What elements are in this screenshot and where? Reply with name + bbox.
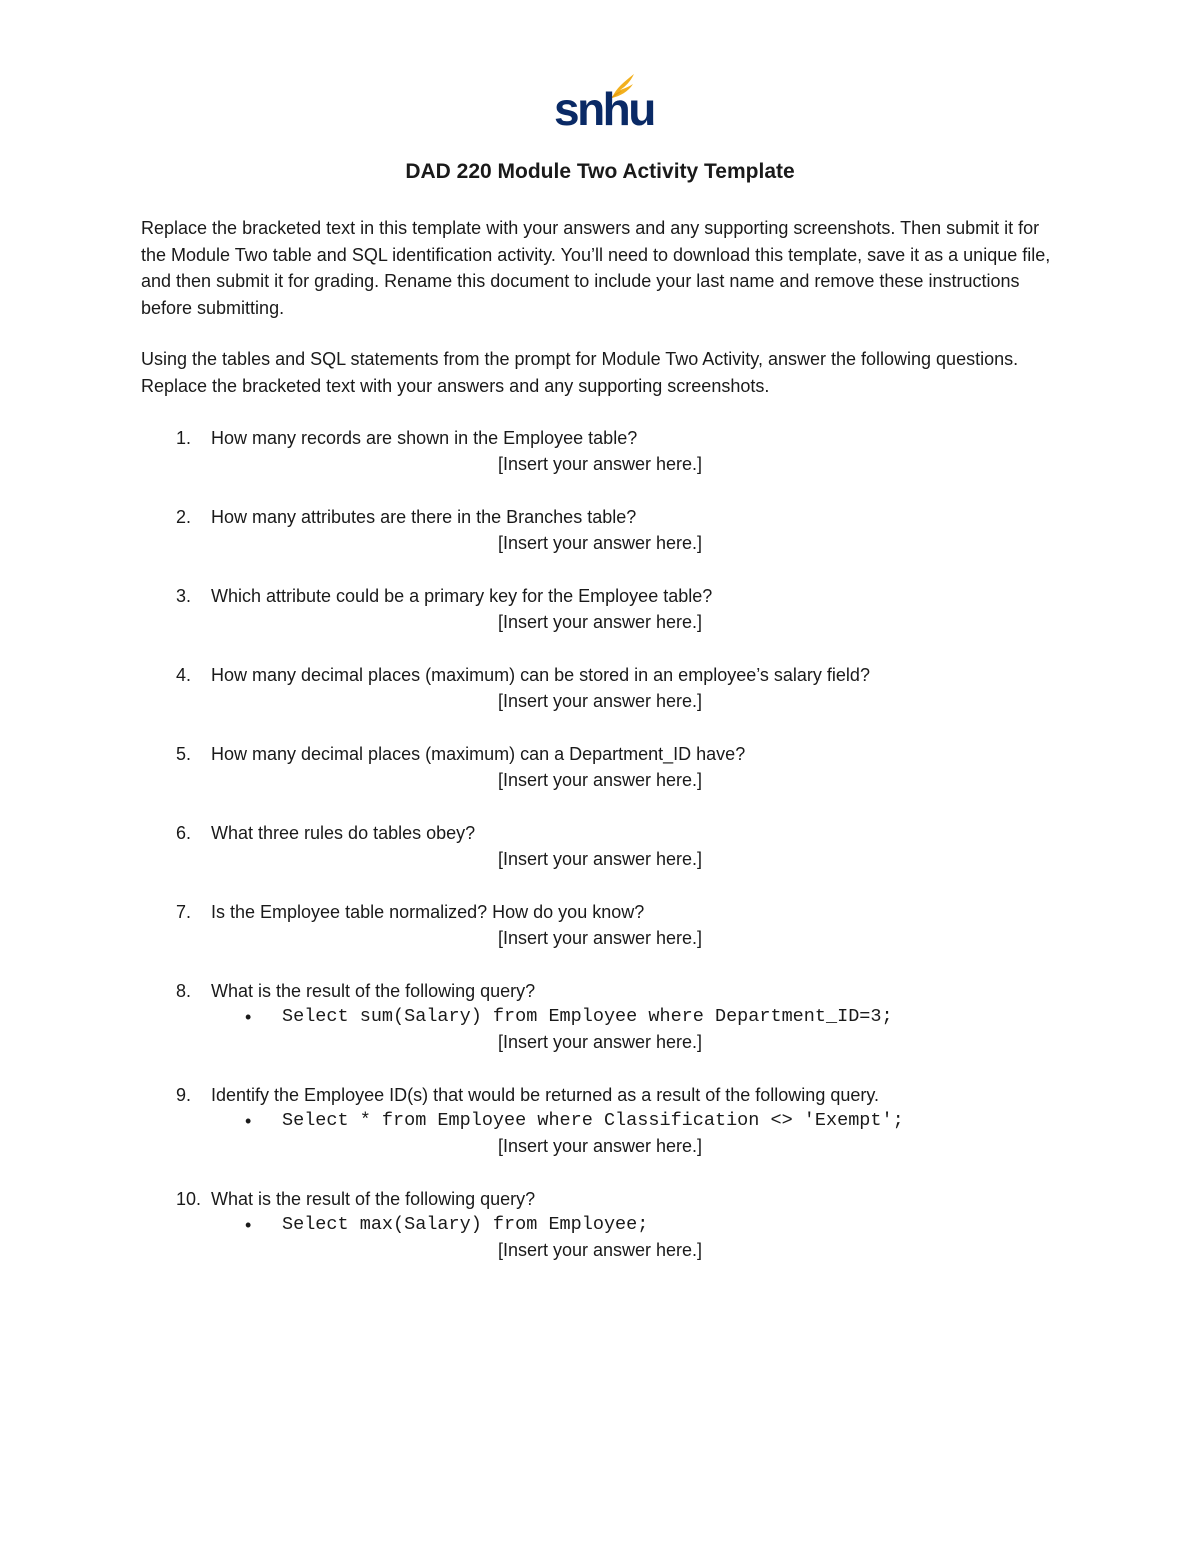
answer-placeholder[interactable]: [Insert your answer here.] (497, 849, 703, 869)
question-text: How many decimal places (maximum) can be stored in an employee’s salary field? (211, 665, 870, 685)
question-item (0, 583, 1200, 635)
answer-placeholder[interactable]: [Insert your answer here.] (497, 928, 703, 948)
answer-placeholder[interactable]: [Insert your answer here.] (497, 1136, 703, 1156)
question-number: 6. (176, 823, 192, 843)
question-number: 10. (176, 1189, 202, 1209)
answer-placeholder[interactable]: [Insert your answer here.] (497, 454, 703, 474)
question-number: 8. (176, 981, 192, 1001)
question-item (0, 899, 1200, 951)
question-text: How many attributes are there in the Branches table? (211, 507, 637, 527)
question-number: 2. (176, 507, 192, 527)
question-text: What is the result of the following query? (211, 981, 536, 1001)
question-number: 9. (176, 1085, 192, 1105)
question-item (0, 1186, 1200, 1263)
answer-placeholder[interactable]: [Insert your answer here.] (497, 612, 703, 632)
question-text: How many decimal places (maximum) can a Department_ID have? (211, 744, 746, 764)
answer-placeholder[interactable]: [Insert your answer here.] (497, 691, 703, 711)
bullet-icon: • (245, 1007, 252, 1027)
question-item (0, 504, 1200, 556)
question-item (0, 1082, 1200, 1159)
question-item (0, 978, 1200, 1055)
question-item (0, 662, 1200, 714)
question-text: What is the result of the following query? (211, 1189, 536, 1209)
question-number: 4. (176, 665, 192, 685)
answer-placeholder[interactable]: [Insert your answer here.] (497, 770, 703, 790)
instructions-paragraph: Replace the bracketed text in this template with your answers and any supporting screenshots. Then submit it for the Module Two table and SQL identification activity. You’ll need to download this template, save it as a unique file, and then submit it for grading. Rename this document to include your last name and remove these instructions before submitting. (141, 218, 1051, 318)
sql-query: Select * from Employee where Classification <> 'Exempt'; (282, 1110, 904, 1131)
snhu-logo (554, 72, 654, 135)
sql-query: Select max(Salary) from Employee; (282, 1214, 649, 1235)
question-number: 3. (176, 586, 192, 606)
question-item (0, 820, 1200, 872)
question-text: How many records are shown in the Employee table? (211, 428, 638, 448)
bullet-icon: • (245, 1111, 252, 1131)
question-item (0, 741, 1200, 793)
question-number: 1. (176, 428, 192, 448)
question-list (0, 425, 1200, 1263)
question-item (0, 425, 1200, 477)
question-text: Identify the Employee ID(s) that would be returned as a result of the following query. (211, 1085, 880, 1105)
intro-paragraph: Using the tables and SQL statements from the prompt for Module Two Activity, answer the following questions. Replace the bracketed text with your answers and any supporting screenshots. (141, 349, 1019, 396)
question-text: Is the Employee table normalized? How do you know? (211, 902, 645, 922)
question-number: 7. (176, 902, 192, 922)
sql-query: Select sum(Salary) from Employee where Department_ID=3; (282, 1006, 893, 1027)
question-text: Which attribute could be a primary key for the Employee table? (211, 586, 713, 606)
answer-placeholder[interactable]: [Insert your answer here.] (497, 1032, 703, 1052)
bullet-icon: • (245, 1215, 252, 1235)
logo-wordmark: snhu (554, 83, 654, 135)
question-number: 5. (176, 744, 192, 764)
document-title: DAD 220 Module Two Activity Template (405, 160, 795, 183)
answer-placeholder[interactable]: [Insert your answer here.] (497, 1240, 703, 1260)
answer-placeholder[interactable]: [Insert your answer here.] (497, 533, 703, 553)
question-text: What three rules do tables obey? (211, 823, 476, 843)
